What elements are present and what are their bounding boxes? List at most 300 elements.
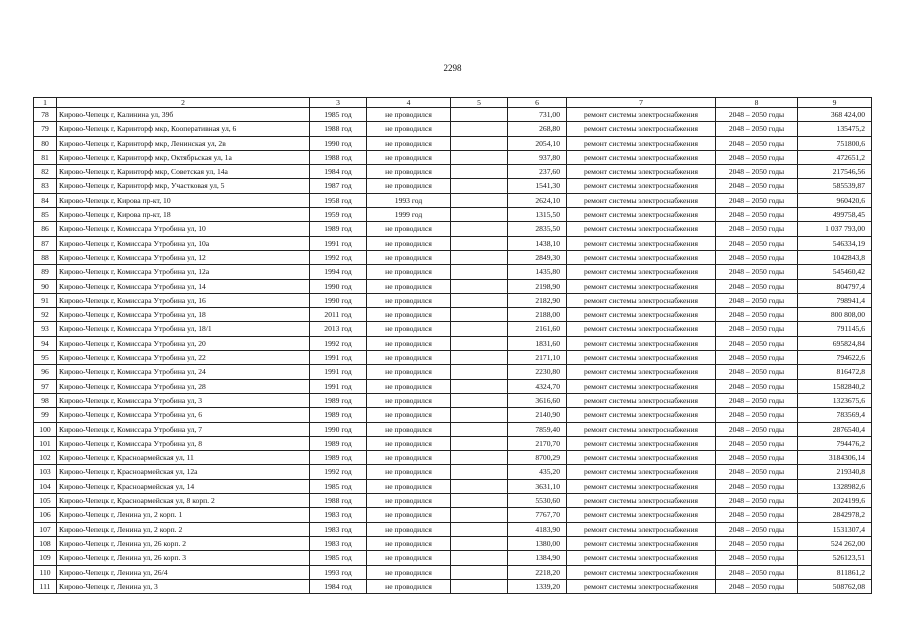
last-repair-cell: не проводился xyxy=(367,565,451,579)
last-repair-cell: не проводился xyxy=(367,351,451,365)
cost-cell: 508762,08 xyxy=(798,579,872,593)
cost-cell: 2842978,2 xyxy=(798,508,872,522)
period-cell: 2048 – 2050 годы xyxy=(716,551,798,565)
empty-cell xyxy=(451,179,508,193)
table-row xyxy=(34,122,872,136)
table-row xyxy=(34,408,872,422)
column-header: 8 xyxy=(716,98,798,108)
cost-cell: 1531307,4 xyxy=(798,522,872,536)
empty-cell xyxy=(451,293,508,307)
empty-cell xyxy=(451,279,508,293)
table-row xyxy=(34,494,872,508)
last-repair-cell: не проводился xyxy=(367,365,451,379)
cost-cell: 791145,6 xyxy=(798,322,872,336)
build-year-cell: 1989 год xyxy=(310,222,367,236)
build-year-cell: 1990 год xyxy=(310,422,367,436)
period-cell: 2048 – 2050 годы xyxy=(716,451,798,465)
area-cell: 1438,10 xyxy=(508,236,567,250)
empty-cell xyxy=(451,208,508,222)
row-number: 97 xyxy=(34,379,57,393)
empty-cell xyxy=(451,494,508,508)
work-type-cell: ремонт системы электроснабжения xyxy=(567,208,716,222)
work-type-cell: ремонт системы электроснабжения xyxy=(567,308,716,322)
cost-cell: 1328982,6 xyxy=(798,479,872,493)
empty-cell xyxy=(451,265,508,279)
area-cell: 937,80 xyxy=(508,150,567,164)
address-cell: Кирово-Чепецк г, Красноармейская ул, 8 корп. 2 xyxy=(57,494,310,508)
last-repair-cell: не проводился xyxy=(367,279,451,293)
period-cell: 2048 – 2050 годы xyxy=(716,508,798,522)
last-repair-cell: не проводился xyxy=(367,494,451,508)
last-repair-cell: не проводился xyxy=(367,522,451,536)
cost-cell: 472651,2 xyxy=(798,150,872,164)
address-cell: Кирово-Чепецк г, Ленина ул, 2 корп. 2 xyxy=(57,522,310,536)
empty-cell xyxy=(451,436,508,450)
area-cell: 2188,00 xyxy=(508,308,567,322)
empty-cell xyxy=(451,136,508,150)
period-cell: 2048 – 2050 годы xyxy=(716,436,798,450)
page-number: 2298 xyxy=(443,63,462,73)
address-cell: Кирово-Чепецк г, Комиссара Утробина ул, 7 xyxy=(57,422,310,436)
address-cell: Кирово-Чепецк г, Ленина ул, 26 корп. 3 xyxy=(57,551,310,565)
table-row xyxy=(34,293,872,307)
area-cell: 1384,90 xyxy=(508,551,567,565)
build-year-cell: 1989 год xyxy=(310,393,367,407)
row-number: 107 xyxy=(34,522,57,536)
table-row xyxy=(34,579,872,593)
row-number: 104 xyxy=(34,479,57,493)
build-year-cell: 2013 год xyxy=(310,322,367,336)
build-year-cell: 1985 год xyxy=(310,551,367,565)
work-type-cell: ремонт системы электроснабжения xyxy=(567,179,716,193)
table-row xyxy=(34,451,872,465)
area-cell: 2624,10 xyxy=(508,193,567,207)
cost-cell: 1582840,2 xyxy=(798,379,872,393)
work-type-cell: ремонт системы электроснабжения xyxy=(567,494,716,508)
row-number: 96 xyxy=(34,365,57,379)
build-year-cell: 1959 год xyxy=(310,208,367,222)
work-type-cell: ремонт системы электроснабжения xyxy=(567,150,716,164)
period-cell: 2048 – 2050 годы xyxy=(716,265,798,279)
column-header: 7 xyxy=(567,98,716,108)
address-cell: Кирово-Чепецк г, Ленина ул, 26/4 xyxy=(57,565,310,579)
area-cell: 1339,20 xyxy=(508,579,567,593)
work-type-cell: ремонт системы электроснабжения xyxy=(567,365,716,379)
address-cell: Кирово-Чепецк г, Каринторф мкр, Октябрьская ул, 1а xyxy=(57,150,310,164)
column-header: 6 xyxy=(508,98,567,108)
work-type-cell: ремонт системы электроснабжения xyxy=(567,165,716,179)
period-cell: 2048 – 2050 годы xyxy=(716,379,798,393)
column-header: 5 xyxy=(451,98,508,108)
column-header: 2 xyxy=(57,98,310,108)
build-year-cell: 1988 год xyxy=(310,494,367,508)
empty-cell xyxy=(451,408,508,422)
address-cell: Кирово-Чепецк г, Комиссара Утробина ул, 3 xyxy=(57,393,310,407)
area-cell: 2849,30 xyxy=(508,250,567,264)
period-cell: 2048 – 2050 годы xyxy=(716,393,798,407)
work-type-cell: ремонт системы электроснабжения xyxy=(567,408,716,422)
area-cell: 2170,70 xyxy=(508,436,567,450)
last-repair-cell: не проводился xyxy=(367,451,451,465)
period-cell: 2048 – 2050 годы xyxy=(716,494,798,508)
cost-cell: 368 424,00 xyxy=(798,108,872,122)
address-cell: Кирово-Чепецк г, Комиссара Утробина ул, 8 xyxy=(57,436,310,450)
row-number: 80 xyxy=(34,136,57,150)
last-repair-cell: не проводился xyxy=(367,293,451,307)
period-cell: 2048 – 2050 годы xyxy=(716,279,798,293)
build-year-cell: 1984 год xyxy=(310,579,367,593)
period-cell: 2048 – 2050 годы xyxy=(716,193,798,207)
area-cell: 435,20 xyxy=(508,465,567,479)
period-cell: 2048 – 2050 годы xyxy=(716,408,798,422)
work-type-cell: ремонт системы электроснабжения xyxy=(567,336,716,350)
table-row xyxy=(34,351,872,365)
work-type-cell: ремонт системы электроснабжения xyxy=(567,451,716,465)
last-repair-cell: не проводился xyxy=(367,250,451,264)
last-repair-cell: не проводился xyxy=(367,322,451,336)
period-cell: 2048 – 2050 годы xyxy=(716,308,798,322)
build-year-cell: 1991 год xyxy=(310,379,367,393)
address-cell: Кирово-Чепецк г, Каринторф мкр, Советская ул, 14а xyxy=(57,165,310,179)
empty-cell xyxy=(451,465,508,479)
last-repair-cell: не проводился xyxy=(367,465,451,479)
address-cell: Кирово-Чепецк г, Комиссара Утробина ул, 18 xyxy=(57,308,310,322)
address-cell: Кирово-Чепецк г, Комиссара Утробина ул, 16 xyxy=(57,293,310,307)
build-year-cell: 1987 год xyxy=(310,179,367,193)
address-cell: Кирово-Чепецк г, Комиссара Утробина ул, 18/1 xyxy=(57,322,310,336)
address-cell: Кирово-Чепецк г, Каринторф мкр, Ленинская ул, 2в xyxy=(57,136,310,150)
last-repair-cell: 1999 год xyxy=(367,208,451,222)
build-year-cell: 2011 год xyxy=(310,308,367,322)
address-cell: Кирово-Чепецк г, Красноармейская ул, 12а xyxy=(57,465,310,479)
empty-cell xyxy=(451,365,508,379)
table-row xyxy=(34,108,872,122)
last-repair-cell: не проводился xyxy=(367,150,451,164)
empty-cell xyxy=(451,508,508,522)
cost-cell: 524 262,00 xyxy=(798,536,872,550)
table-row xyxy=(34,508,872,522)
row-number: 83 xyxy=(34,179,57,193)
table-row xyxy=(34,322,872,336)
table-row xyxy=(34,551,872,565)
row-number: 103 xyxy=(34,465,57,479)
work-type-cell: ремонт системы электроснабжения xyxy=(567,436,716,450)
period-cell: 2048 – 2050 годы xyxy=(716,322,798,336)
empty-cell xyxy=(451,565,508,579)
build-year-cell: 1990 год xyxy=(310,279,367,293)
period-cell: 2048 – 2050 годы xyxy=(716,108,798,122)
period-cell: 2048 – 2050 годы xyxy=(716,536,798,550)
row-number: 78 xyxy=(34,108,57,122)
table-row xyxy=(34,422,872,436)
column-header: 4 xyxy=(367,98,451,108)
empty-cell xyxy=(451,322,508,336)
work-type-cell: ремонт системы электроснабжения xyxy=(567,508,716,522)
last-repair-cell: не проводился xyxy=(367,179,451,193)
empty-cell xyxy=(451,222,508,236)
row-number: 89 xyxy=(34,265,57,279)
address-cell: Кирово-Чепецк г, Комиссара Утробина ул, 22 xyxy=(57,351,310,365)
row-number: 92 xyxy=(34,308,57,322)
row-number: 90 xyxy=(34,279,57,293)
last-repair-cell: не проводился xyxy=(367,422,451,436)
build-year-cell: 1985 год xyxy=(310,108,367,122)
period-cell: 2048 – 2050 годы xyxy=(716,136,798,150)
cost-cell: 2876540,4 xyxy=(798,422,872,436)
cost-cell: 798941,4 xyxy=(798,293,872,307)
address-cell: Кирово-Чепецк г, Каринторф мкр, Участковая ул, 5 xyxy=(57,179,310,193)
table-row xyxy=(34,265,872,279)
cost-cell: 3184306,14 xyxy=(798,451,872,465)
work-type-cell: ремонт системы электроснабжения xyxy=(567,479,716,493)
build-year-cell: 1989 год xyxy=(310,451,367,465)
table-row xyxy=(34,393,872,407)
build-year-cell: 1983 год xyxy=(310,536,367,550)
row-number: 99 xyxy=(34,408,57,422)
cost-cell: 783569,4 xyxy=(798,408,872,422)
area-cell: 2230,80 xyxy=(508,365,567,379)
area-cell: 2140,90 xyxy=(508,408,567,422)
cost-cell: 816472,8 xyxy=(798,365,872,379)
row-number: 93 xyxy=(34,322,57,336)
work-type-cell: ремонт системы электроснабжения xyxy=(567,522,716,536)
area-cell: 1315,50 xyxy=(508,208,567,222)
cost-cell: 1323675,6 xyxy=(798,393,872,407)
cost-cell: 751800,6 xyxy=(798,136,872,150)
period-cell: 2048 – 2050 годы xyxy=(716,122,798,136)
last-repair-cell: не проводился xyxy=(367,408,451,422)
period-cell: 2048 – 2050 годы xyxy=(716,565,798,579)
last-repair-cell: не проводился xyxy=(367,165,451,179)
table-row xyxy=(34,465,872,479)
address-cell: Кирово-Чепецк г, Комиссара Утробина ул, 24 xyxy=(57,365,310,379)
address-cell: Кирово-Чепецк г, Кирова пр-кт, 10 xyxy=(57,193,310,207)
area-cell: 1380,00 xyxy=(508,536,567,550)
work-type-cell: ремонт системы электроснабжения xyxy=(567,579,716,593)
row-number: 101 xyxy=(34,436,57,450)
build-year-cell: 1991 год xyxy=(310,236,367,250)
address-cell: Кирово-Чепецк г, Комиссара Утробина ул, 10 xyxy=(57,222,310,236)
last-repair-cell: не проводился xyxy=(367,236,451,250)
empty-cell xyxy=(451,422,508,436)
last-repair-cell: не проводился xyxy=(367,536,451,550)
cost-cell: 219340,8 xyxy=(798,465,872,479)
empty-cell xyxy=(451,522,508,536)
empty-cell xyxy=(451,379,508,393)
last-repair-cell: не проводился xyxy=(367,508,451,522)
last-repair-cell: не проводился xyxy=(367,393,451,407)
empty-cell xyxy=(451,479,508,493)
area-cell: 2171,10 xyxy=(508,351,567,365)
empty-cell xyxy=(451,336,508,350)
cost-cell: 546334,19 xyxy=(798,236,872,250)
period-cell: 2048 – 2050 годы xyxy=(716,522,798,536)
last-repair-cell: не проводился xyxy=(367,379,451,393)
table-row xyxy=(34,150,872,164)
column-header-row xyxy=(34,98,872,108)
work-type-cell: ремонт системы электроснабжения xyxy=(567,393,716,407)
row-number: 91 xyxy=(34,293,57,307)
table-row xyxy=(34,136,872,150)
work-type-cell: ремонт системы электроснабжения xyxy=(567,422,716,436)
row-number: 82 xyxy=(34,165,57,179)
work-type-cell: ремонт системы электроснабжения xyxy=(567,379,716,393)
table-row xyxy=(34,193,872,207)
empty-cell xyxy=(451,351,508,365)
table-row xyxy=(34,208,872,222)
build-year-cell: 1985 год xyxy=(310,479,367,493)
period-cell: 2048 – 2050 годы xyxy=(716,365,798,379)
row-number: 100 xyxy=(34,422,57,436)
row-number: 95 xyxy=(34,351,57,365)
area-cell: 5530,60 xyxy=(508,494,567,508)
area-cell: 4324,70 xyxy=(508,379,567,393)
cost-cell: 585539,87 xyxy=(798,179,872,193)
address-cell: Кирово-Чепецк г, Комиссара Утробина ул, 28 xyxy=(57,379,310,393)
last-repair-cell: не проводился xyxy=(367,479,451,493)
build-year-cell: 1990 год xyxy=(310,136,367,150)
row-number: 102 xyxy=(34,451,57,465)
area-cell: 237,60 xyxy=(508,165,567,179)
address-cell: Кирово-Чепецк г, Красноармейская ул, 14 xyxy=(57,479,310,493)
cost-cell: 1 037 793,00 xyxy=(798,222,872,236)
address-cell: Кирово-Чепецк г, Комиссара Утробина ул, 12 xyxy=(57,250,310,264)
last-repair-cell: не проводился xyxy=(367,436,451,450)
address-cell: Кирово-Чепецк г, Комиссара Утробина ул, 12а xyxy=(57,265,310,279)
table-row xyxy=(34,279,872,293)
work-type-cell: ремонт системы электроснабжения xyxy=(567,565,716,579)
column-header: 1 xyxy=(34,98,57,108)
last-repair-cell: не проводился xyxy=(367,222,451,236)
table-row xyxy=(34,436,872,450)
area-cell: 1831,60 xyxy=(508,336,567,350)
area-cell: 2182,90 xyxy=(508,293,567,307)
address-cell: Кирово-Чепецк г, Кирова пр-кт, 18 xyxy=(57,208,310,222)
period-cell: 2048 – 2050 годы xyxy=(716,165,798,179)
work-type-cell: ремонт системы электроснабжения xyxy=(567,536,716,550)
build-year-cell: 1990 год xyxy=(310,293,367,307)
cost-cell: 804797,4 xyxy=(798,279,872,293)
area-cell: 7859,40 xyxy=(508,422,567,436)
last-repair-cell: не проводился xyxy=(367,308,451,322)
empty-cell xyxy=(451,308,508,322)
table-row xyxy=(34,379,872,393)
table-row xyxy=(34,179,872,193)
column-header: 3 xyxy=(310,98,367,108)
row-number: 109 xyxy=(34,551,57,565)
area-cell: 4183,90 xyxy=(508,522,567,536)
address-cell: Кирово-Чепецк г, Ленина ул, 3 xyxy=(57,579,310,593)
period-cell: 2048 – 2050 годы xyxy=(716,222,798,236)
area-cell: 2054,10 xyxy=(508,136,567,150)
cost-cell: 499758,45 xyxy=(798,208,872,222)
build-year-cell: 1989 год xyxy=(310,436,367,450)
address-cell: Кирово-Чепецк г, Ленина ул, 26 корп. 2 xyxy=(57,536,310,550)
empty-cell xyxy=(451,236,508,250)
work-type-cell: ремонт системы электроснабжения xyxy=(567,293,716,307)
row-number: 88 xyxy=(34,250,57,264)
work-type-cell: ремонт системы электроснабжения xyxy=(567,136,716,150)
row-number: 108 xyxy=(34,536,57,550)
area-cell: 2198,90 xyxy=(508,279,567,293)
work-type-cell: ремонт системы электроснабжения xyxy=(567,108,716,122)
row-number: 98 xyxy=(34,393,57,407)
empty-cell xyxy=(451,165,508,179)
period-cell: 2048 – 2050 годы xyxy=(716,208,798,222)
last-repair-cell: не проводился xyxy=(367,122,451,136)
build-year-cell: 1984 год xyxy=(310,165,367,179)
cost-cell: 811861,2 xyxy=(798,565,872,579)
area-cell: 2161,60 xyxy=(508,322,567,336)
cost-cell: 794476,2 xyxy=(798,436,872,450)
last-repair-cell: 1993 год xyxy=(367,193,451,207)
address-cell: Кирово-Чепецк г, Комиссара Утробина ул, 10а xyxy=(57,236,310,250)
cost-cell: 545460,42 xyxy=(798,265,872,279)
address-cell: Кирово-Чепецк г, Комиссара Утробина ул, 14 xyxy=(57,279,310,293)
build-year-cell: 1983 год xyxy=(310,522,367,536)
work-type-cell: ремонт системы электроснабжения xyxy=(567,236,716,250)
build-year-cell: 1991 год xyxy=(310,351,367,365)
area-cell: 7767,70 xyxy=(508,508,567,522)
period-cell: 2048 – 2050 годы xyxy=(716,465,798,479)
table-row xyxy=(34,250,872,264)
build-year-cell: 1994 год xyxy=(310,265,367,279)
empty-cell xyxy=(451,393,508,407)
area-cell: 268,80 xyxy=(508,122,567,136)
build-year-cell: 1993 год xyxy=(310,565,367,579)
address-cell: Кирово-Чепецк г, Каринторф мкр, Кооперативная ул, 6 xyxy=(57,122,310,136)
address-cell: Кирово-Чепецк г, Ленина ул, 2 корп. 1 xyxy=(57,508,310,522)
row-number: 84 xyxy=(34,193,57,207)
build-year-cell: 1991 год xyxy=(310,365,367,379)
last-repair-cell: не проводился xyxy=(367,265,451,279)
cost-cell: 800 808,00 xyxy=(798,308,872,322)
area-cell: 8700,29 xyxy=(508,451,567,465)
work-type-cell: ремонт системы электроснабжения xyxy=(567,351,716,365)
build-year-cell: 1988 год xyxy=(310,122,367,136)
address-cell: Кирово-Чепецк г, Комиссара Утробина ул, 6 xyxy=(57,408,310,422)
row-number: 79 xyxy=(34,122,57,136)
period-cell: 2048 – 2050 годы xyxy=(716,351,798,365)
table-row xyxy=(34,536,872,550)
build-year-cell: 1958 год xyxy=(310,193,367,207)
address-cell: Кирово-Чепецк г, Комиссара Утробина ул, 20 xyxy=(57,336,310,350)
area-cell: 2218,20 xyxy=(508,565,567,579)
work-type-cell: ремонт системы электроснабжения xyxy=(567,265,716,279)
cost-cell: 794622,6 xyxy=(798,351,872,365)
empty-cell xyxy=(451,536,508,550)
period-cell: 2048 – 2050 годы xyxy=(716,236,798,250)
row-number: 105 xyxy=(34,494,57,508)
table-row xyxy=(34,479,872,493)
last-repair-cell: не проводился xyxy=(367,136,451,150)
row-number: 110 xyxy=(34,565,57,579)
column-header: 9 xyxy=(798,98,872,108)
area-cell: 3616,60 xyxy=(508,393,567,407)
period-cell: 2048 – 2050 годы xyxy=(716,479,798,493)
period-cell: 2048 – 2050 годы xyxy=(716,293,798,307)
cost-cell: 695824,84 xyxy=(798,336,872,350)
period-cell: 2048 – 2050 годы xyxy=(716,422,798,436)
row-number: 85 xyxy=(34,208,57,222)
area-cell: 1435,80 xyxy=(508,265,567,279)
row-number: 111 xyxy=(34,579,57,593)
work-type-cell: ремонт системы электроснабжения xyxy=(567,279,716,293)
table-row xyxy=(34,565,872,579)
empty-cell xyxy=(451,108,508,122)
area-cell: 1541,30 xyxy=(508,179,567,193)
area-cell: 3631,10 xyxy=(508,479,567,493)
